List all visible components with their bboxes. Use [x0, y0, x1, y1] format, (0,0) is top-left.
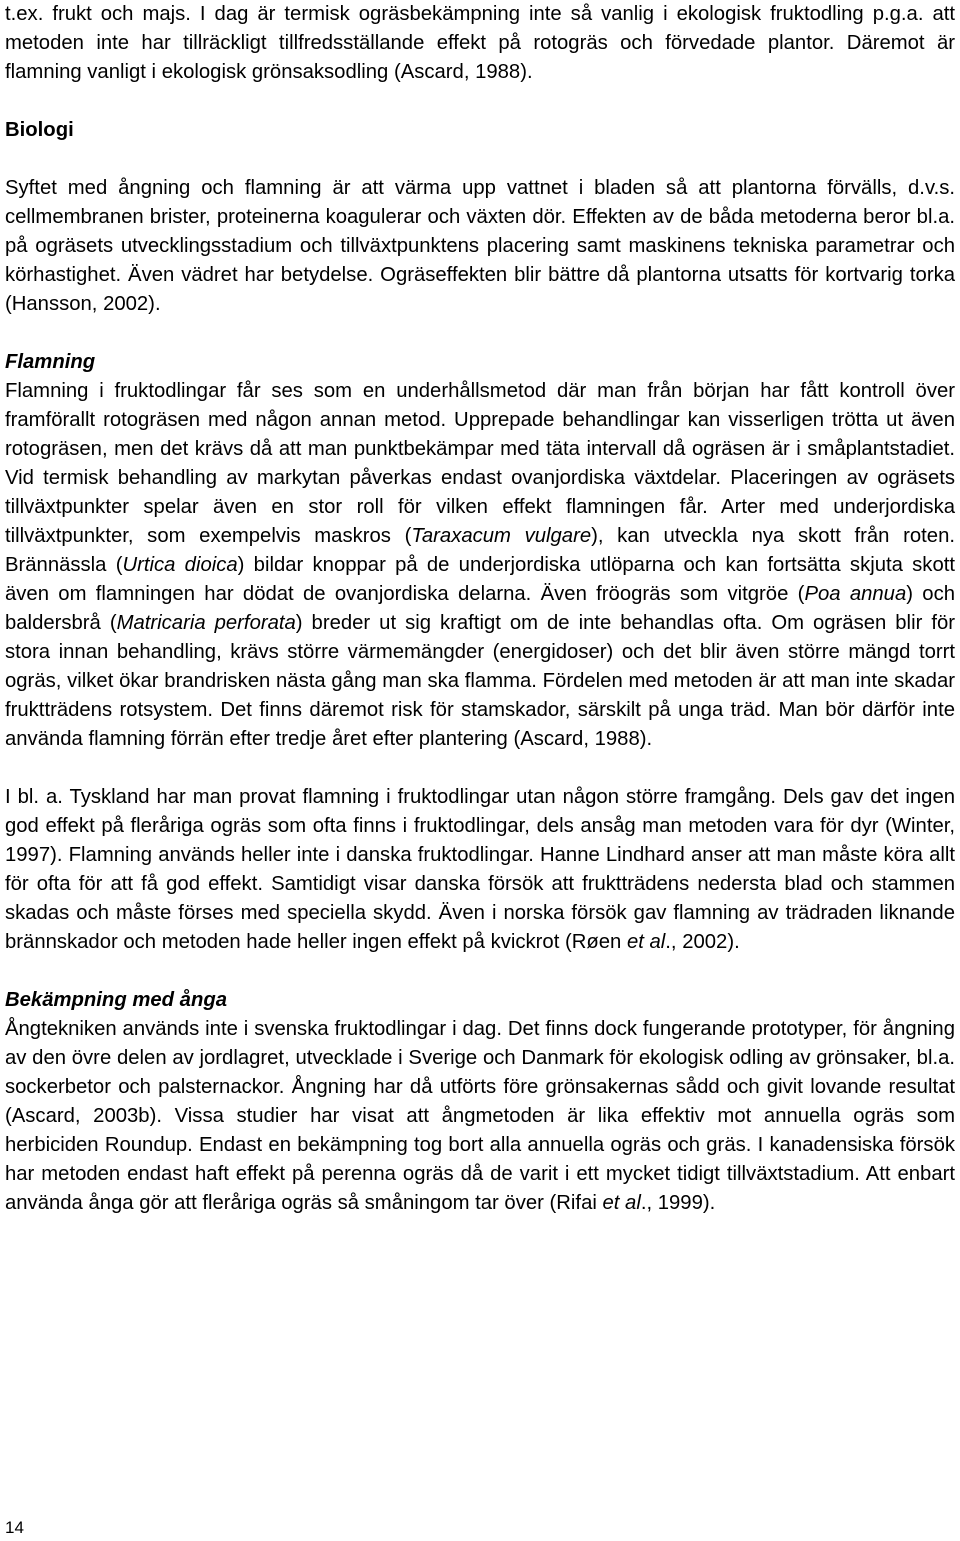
intro-paragraph: t.ex. frukt och majs. I dag är termisk ogräsbekämpning inte så vanlig i ekologisk fruktodling p.g.a. att metoden inte har tillräckligt tillfredsställande effekt på rotogräs och förvedade plantor. Däremot är flamning vanligt i ekologisk grönsaksodling (Ascard, 1988).: [5, 3, 955, 83]
page-number: 14: [5, 1518, 24, 1537]
spacer: [5, 957, 955, 986]
spacer: [5, 87, 955, 116]
italic-term: Taraxacum vulgare: [411, 525, 592, 547]
text-run: ) bildar knoppar på de underjordiska utlöparna och kan fortsätta skjuta skott även om flamningen har dödat de ovanjordiska delarna. Även fröogräs som vitgröe (: [5, 554, 955, 605]
paragraph-biologi: [5, 174, 955, 319]
paragraph-anga: [5, 1015, 955, 1218]
text-run: Syftet med ångning och flamning är att värma upp vattnet i bladen så att plantorna förvälls, d.v.s. cellmembranen brister, proteinerna koagulerar och växten dör. Effekten av de båda metoderna beror bl.a. på ogräsets utvecklingsstadium och tillväxtpunktens placering samt maskinens tekniska parametrar och körhastighet. Även vädret har betydelse. Ogräseffekten blir bättre då plantorna utsatts för kortvarig torka (Hansson, 2002).: [5, 177, 955, 315]
text-run: Flamning i fruktodlingar får ses som en underhållsmetod där man från början har fått kontroll över framförallt rotogräsen med någon annan metod. Upprepade behandlingar kan visserligen trötta ut även rotogräsen, men det krävs då att man punktbekämpar med täta intervall då ogräsen är i småplantstadiet. Vid termisk behandling av markytan påverkas endast ovanjordiska växtdelar. Placeringen av ogräsets tillväxtpunkter spelar även en stor roll för vilken effekt flamningen får. Arter med underjordiska tillväxtpunkter, som exempelvis maskros (: [5, 380, 955, 547]
paragraph-flamning-2: [5, 783, 955, 957]
text-run: I bl. a. Tyskland har man provat flamning i fruktodlingar utan någon större framgång. Dels gav det ingen god effekt på fleråriga ogräs som ofta finns i fruktodlingar, dels ansåg man metoden vara för dyr (Winter, 1997). Flamning används heller inte i danska fruktodlingar. Hanne Lindhard anser att man måste köra allt för ofta för att få god effekt. Samtidigt visar danska försök att fruktträdens nedersta blad och stammen skadas och måste förses med speciella skydd. Även i norska försök gav flamning av trädraden liknande brännskador och metoden hade heller ingen effekt på kvickrot (Røen: [5, 786, 955, 953]
text-run: ), kan utveckla nya skott från roten. Brännässla (: [5, 525, 955, 576]
paragraph-flamning-1: [5, 377, 955, 754]
text-run: ) och baldersbrå (: [5, 583, 955, 634]
spacer: [5, 319, 955, 348]
section-heading-flamning: Flamning: [5, 351, 96, 373]
italic-term: et al: [602, 1192, 641, 1214]
section-heading-biologi: Biologi: [5, 119, 74, 141]
document-page: [5, 0, 955, 1218]
text-run: ., 2002).: [665, 931, 740, 953]
italic-term: Matricaria perforata: [116, 612, 296, 634]
italic-term: Urtica dioica: [122, 554, 238, 576]
italic-term: et al: [626, 931, 666, 953]
text-run: Ångtekniken används inte i svenska fruktodlingar i dag. Det finns dock fungerande prototyper, för ångning av den övre delen av jordlagret, utvecklade i Sverige och Danmark för ekologisk odling av grönsaker, bl.a. sockerbetor och palsternackor. Ångning har då utförts före grönsakernas sådd och givit lovande resultat (Ascard, 2003b). Vissa studier har visat att ångmetoden är lika effektiv mot annuella ogräs som herbiciden Roundup. Endast en bekämpning tog bort alla annuella ogräs och gräs. I kanadensiska försök har metoden endast haft effekt på perenna ogräs då de varit i ett mycket tidigt tillväxtstadium. Att enbart använda ånga gör att fleråriga ogräs så småningom tar över (Rifai: [5, 1018, 955, 1214]
text-run: ) breder ut sig kraftigt om de inte behandlas ofta. Om ogräsen blir för stora innan behandling, krävs större värmemängder (energidoser) och det blir även större mängd torrt ogräs, vilket ökar brandrisken nästa gång man ska flamma. Fördelen med metoden är att man inte skadar fruktträdens rotsystem. Det finns däremot risk för stamskador, särskilt på unga träd. Man bör därför inte använda flamning förrän efter tredje året efter plantering (Ascard, 1988).: [5, 612, 955, 750]
spacer: [5, 145, 955, 174]
text-run: ., 1999).: [640, 1192, 716, 1214]
italic-term: Poa annua: [804, 583, 907, 605]
spacer: [5, 754, 955, 783]
section-heading-angbekampning: Bekämpning med ånga: [5, 989, 228, 1011]
